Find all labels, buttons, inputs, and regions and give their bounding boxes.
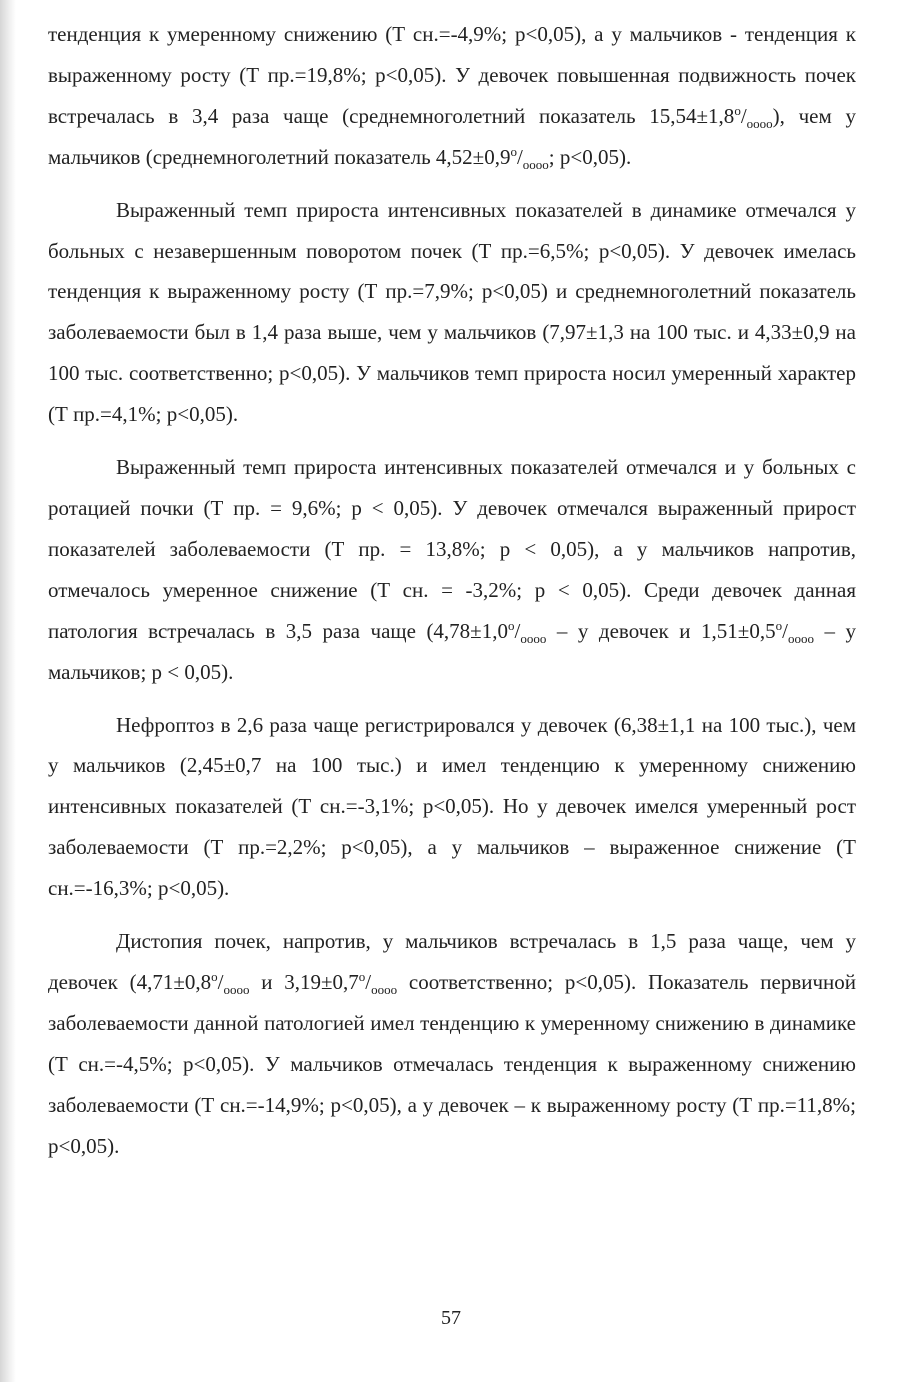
scan-edge-shadow xyxy=(0,0,16,1382)
paragraph-4: Нефроптоз в 2,6 раза чаще регистрировался у девочек (6,38±1,1 на 100 тыс.), чем у мальчиков (2,45±0,7 на 100 тыс.) и имел тенденцию к умеренному снижению интенсивных показателей (Т сн.=-3,1%; p<0,05). Но у девочек имелся умеренный рост заболеваемости (Т пр.=2,2%; p<0,05), а у мальчиков – выраженное снижение (Т сн.=-16,3%; p<0,05). xyxy=(48,712,856,901)
paragraph-3: Выраженный темп прироста интенсивных показателей отмечался и у больных с ротацией почки (Т пр. = 9,6%; p < 0,05). У девочек отмечался выраженный прирост показателей заболеваемости (Т пр. = 13,8%; p < 0,05), а у мальчиков напротив, отмечалось умеренное снижение (Т сн. = -3,2%; p < 0,05). Среди девочек данная патология встречалась в 3,5 раза чаще ($4,78\pm 1,0^о/_{oooo} - у$ девочек и $1,51\pm 0,5^о/_{oooo} - у$ мальчиков; p < 0,05). xyxy=(48,455,857,684)
paragraph-5: Дистопия почек, напротив, у мальчиков встречалась в 1,5 раза чаще, чем у девочек ($4,71\pm 0,8^о/_{oooo}$ и $3,19\pm 0,7^о/_{oooo}$ соответственно; p<0,05). Показатель первичной заболеваемости данной патологией имел тенденцию к умеренному снижению в динамике (Т сн.=-4,5%; p<0,05). У мальчиков отмечалась тенденция к выраженному снижению заболеваемости (Т сн.=-14,9%; p<0,05), а у девочек – к выраженному росту (Т пр.=11,8%; p<0,05). xyxy=(48,929,857,1158)
superscript-text: о xyxy=(211,968,218,984)
subscript-text: oooo xyxy=(522,156,549,172)
paragraph-2: Выраженный темп прироста интенсивных показателей в динамике отмечался у больных с незавершенным поворотом почек (Т пр.=6,5%; p<0,05). У девочек имелась тенденция к выраженному росту (Т пр.=7,9%; p<0,05) и среднемноголетний показатель заболеваемости был в 1,4 раза выше, чем у мальчиков (7,97±1,3 на 100 тыс. и 4,33±0,9 на 100 тыс. соответственно; p<0,05). У мальчиков темп прироста носил умеренный характер (Т пр.=4,1%; p<0,05). xyxy=(48,197,856,427)
paragraph-1: тенденция к умеренному снижению (Т сн.=-4,9%; p<0,05), а у мальчиков - тенденция к выраженному росту (Т пр.=19,8%; p<0,05). У девочек повышенная подвижность почек встречалась в 3,4 раза чаще (среднемноголетний показатель $15,54\pm 1,8^о/_{oooo}$), чем у мальчиков (среднемноголетний показатель $4,52\pm 0,9^о/_{oooo}$; p<0,05). xyxy=(48,22,856,172)
superscript-text: о xyxy=(358,968,366,984)
subscript-text: oooo xyxy=(371,982,398,998)
subscript-text: oooo xyxy=(223,982,250,998)
subscript-text: oooo xyxy=(520,630,547,646)
page-number: 57 xyxy=(441,1307,461,1329)
superscript-text: о xyxy=(734,102,741,118)
superscript-text: о xyxy=(775,617,783,633)
subscript-text: oooo xyxy=(746,116,773,131)
superscript-text: о xyxy=(507,617,515,633)
superscript-text: о xyxy=(510,143,517,159)
subscript-text: oooo xyxy=(787,630,814,646)
document-page xyxy=(48,14,856,1166)
